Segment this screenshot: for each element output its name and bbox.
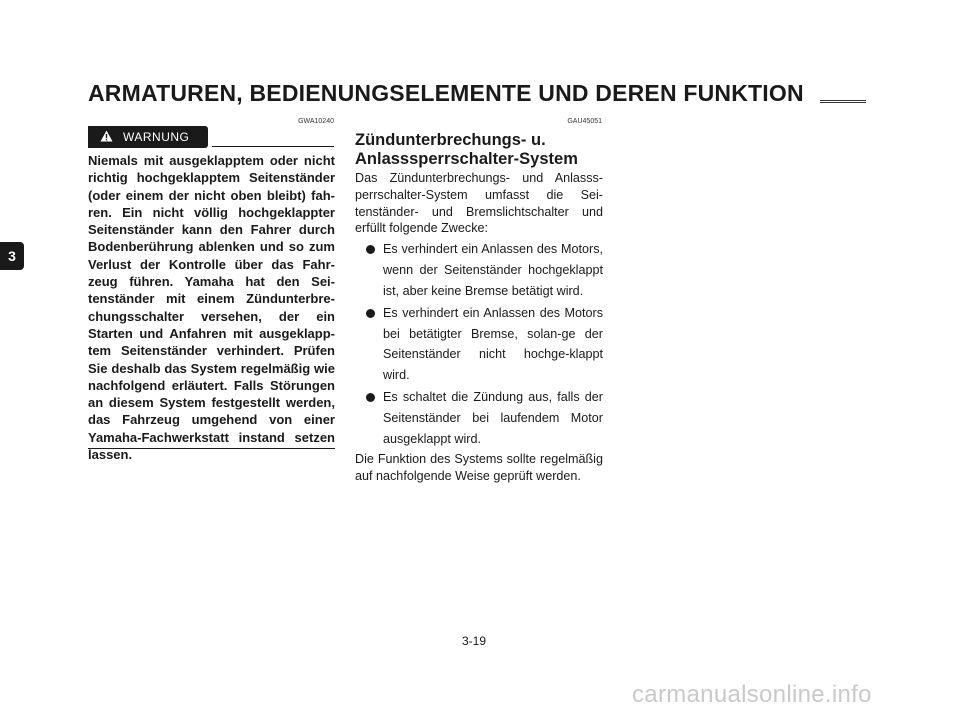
- warning-label: WARNUNG: [123, 130, 190, 144]
- bullet-item: [355, 387, 603, 449]
- chapter-tab: 3: [0, 242, 24, 270]
- warning-triangle-icon: [100, 130, 113, 145]
- page-number: 3-19: [462, 634, 487, 648]
- bullet-dot-icon: [366, 393, 375, 402]
- section-bullet-list: [355, 239, 603, 449]
- bullet-text: Es verhindert ein Anlassen des Motors, wenn der Seitenständer hochgeklappt ist, aber keine Bremse betätigt wird.: [383, 242, 603, 298]
- bullet-item: [355, 303, 603, 386]
- watermark-text: carmanualsonline.info: [632, 681, 872, 708]
- section-ref-code: GAU45051: [567, 118, 602, 125]
- bullet-dot-icon: [366, 309, 375, 318]
- warning-text: Niemals mit ausgeklapptem oder nicht richtig hochgeklapptem Seitenständer (oder einem der nicht oben bleibt) fah-ren. Ein nicht völlig hochgeklappter Seitenständer kann den Fahrer durch Bodenberührung ablenken und so zum Verlust der Kontrolle über das Fahr-zeug führen. Yamaha hat den Sei-tenständer mit einem Zündunterbre-chungsschalter versehen, der ein Starten und Anfahren mit ausgeklapp-tem Seitenständer verhindert. Prüfen Sie deshalb das System regelmäßig wie nachfolgend erläutert. Falls Störungen an diesem System festgestellt werden, das Fahrzeug umgehend von einer Yamaha-Fachwerkstatt instand setzen lassen.: [88, 153, 335, 463]
- warning-bottom-rule: [88, 448, 335, 449]
- section-body: [355, 170, 603, 484]
- bullet-item: [355, 239, 603, 301]
- section-title: Zündunterbrechungs- u. Anlasssperrschalter-System: [355, 131, 578, 168]
- bullet-dot-icon: [366, 245, 375, 254]
- warning-ref-code: GWA10240: [298, 118, 334, 125]
- section-intro: Das Zündunterbrechungs- und Anlasss-perrschalter-System umfasst die Sei-tenständer- und Bremslichtschalter und erfüllt folgende Zwecke:: [355, 171, 603, 236]
- header-rule: [820, 100, 866, 103]
- bullet-text: Es verhindert ein Anlassen des Motors bei betätigter Bremse, solan-ge der Seitenständer nicht hochge-klappt wird.: [383, 305, 603, 382]
- warning-badge: [88, 126, 208, 148]
- warning-top-rule: [212, 146, 334, 147]
- bullet-text: Es schaltet die Zündung aus, falls der Seitenständer bei laufendem Motor ausgeklappt wird.: [383, 390, 603, 446]
- page-header-title: ARMATUREN, BEDIENUNGSELEMENTE UND DEREN FUNKTION: [88, 80, 804, 106]
- section-outro: Die Funktion des Systems sollte regelmäßig auf nachfolgende Weise geprüft werden.: [355, 451, 603, 483]
